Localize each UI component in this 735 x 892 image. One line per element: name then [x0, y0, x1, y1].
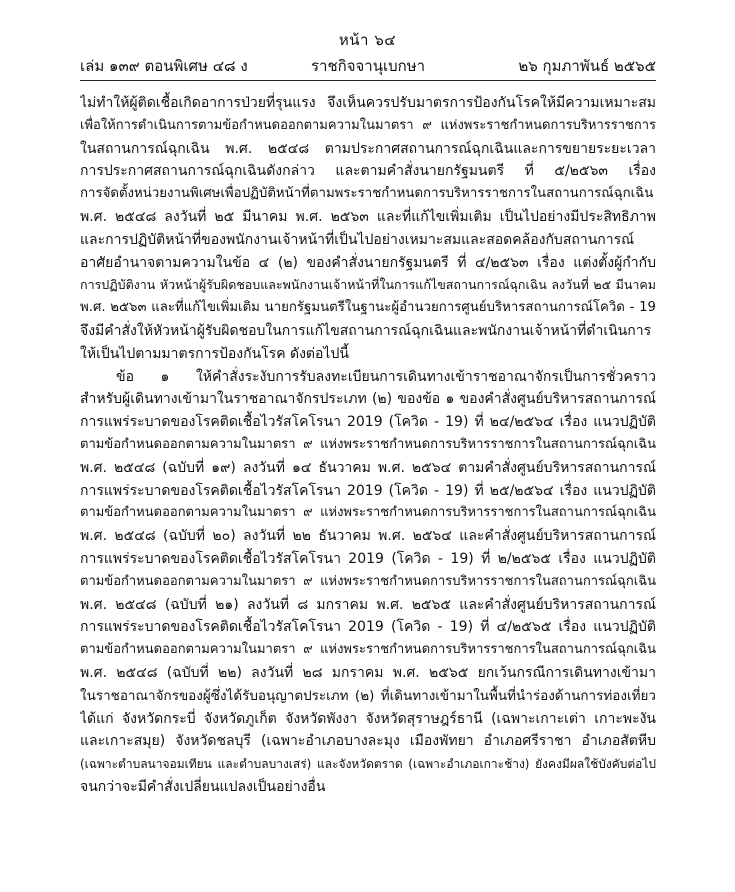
- text-line: การแพร่ระบาดของโรคติดเชื้อไวรัสโคโรนา 2019 (โควิด - 19) ที่ ๒๔/๒๕๖๔ เรื่อง แนวปฏิบัติ: [80, 414, 656, 431]
- text-line: ได้แก่ จังหวัดกระบี่ จังหวัดภูเก็ต จังหวัดพังงา จังหวัดสุราษฎร์ธานี (เฉพาะเกาะเต่า เกาะพะงัน: [80, 710, 656, 727]
- page-number: หน้า ๖๔: [338, 31, 397, 49]
- text-line: สำหรับผู้เดินทางเข้ามาในราชอาณาจักรประเภท (๒) ของข้อ ๑ ของคำสั่งศูนย์บริหารสถานการณ์: [80, 391, 656, 408]
- text-line: และการปฏิบัติหน้าที่ของพนักงานเจ้าหน้าที่เป็นไปอย่างเหมาะสมและสอดคล้องกับสถานการณ์: [80, 231, 635, 248]
- header-date: ๒๖ กุมภาพันธ์ ๒๕๖๕: [518, 57, 656, 75]
- header-rule: [80, 80, 656, 81]
- document-body: [80, 92, 656, 799]
- text-line: อาศัยอำนาจตามความในข้อ ๔ (๒) ของคำสั่งนายกรัฐมนตรี ที่ ๔/๒๕๖๓ เรื่อง แต่งตั้งผู้กำกับ: [80, 254, 656, 271]
- text-line: ตามข้อกำหนดออกตามความในมาตรา ๙ แห่งพระราชกำหนดการบริหารราชการในสถานการณ์ฉุกเฉิน: [80, 505, 656, 521]
- text-line: ตามข้อกำหนดออกตามความในมาตรา ๙ แห่งพระราชกำหนดการบริหารราชการในสถานการณ์ฉุกเฉิน: [80, 573, 656, 589]
- text-line: การแพร่ระบาดของโรคติดเชื้อไวรัสโคโรนา 2019 (โควิด - 19) ที่ ๒๕/๒๕๖๔ เรื่อง แนวปฏิบัติ: [80, 482, 656, 499]
- paragraph-clause-1: [80, 366, 656, 799]
- gazette-header: [80, 56, 656, 78]
- text-line: พ.ศ. ๒๕๖๓ และที่แก้ไขเพิ่มเติม นายกรัฐมนตรีในฐานะผู้อำนวยการศูนย์บริหารสถานการณ์โควิด - 19: [80, 300, 656, 316]
- text-line: ไม่ทำให้ผู้ติดเชื้อเกิดอาการป่วยที่รุนแรง จึงเห็นควรปรับมาตรการป้องกันโรคให้มีความเหมาะสม: [80, 95, 656, 111]
- text-line: ตามข้อกำหนดออกตามความในมาตรา ๙ แห่งพระราชกำหนดการบริหารราชการในสถานการณ์ฉุกเฉิน: [80, 642, 656, 658]
- clause-1-heading-line: ข้อ ๑ ให้คำสั่งระงับการรับลงทะเบียนการเดินทางเข้าราชอาณาจักรเป็นการชั่วคราว: [116, 368, 656, 385]
- text-line: การประกาศสถานการณ์ฉุกเฉินดังกล่าว และตามคำสั่งนายกรัฐมนตรี ที่ ๕/๒๕๖๓ เรื่อง: [80, 163, 656, 180]
- text-line: เพื่อให้การดำเนินการตามข้อกำหนดออกตามความในมาตรา ๙ แห่งพระราชกำหนดการบริหารราชการ: [80, 117, 656, 133]
- text-line: พ.ศ. ๒๕๔๘ (ฉบับที่ ๑๙) ลงวันที่ ๑๔ ธันวาคม พ.ศ. ๒๕๖๔ ตามคำสั่งศูนย์บริหารสถานการณ์: [80, 459, 656, 476]
- text-line: และเกาะสมุย) จังหวัดชลบุรี (เฉพาะอำเภอบางละมุง เมืองพัทยา อำเภอศรีราชา อำเภอสัตหีบ: [80, 733, 656, 750]
- text-line: (เฉพาะตำบลนาจอมเทียน และตำบลบางเสร่) และจังหวัดตราด (เฉพาะอำเภอเกาะช้าง) ยังคงมีผลใช้บังคับต่อไป: [80, 757, 656, 772]
- text-line: ให้เป็นไปตามมาตรการป้องกันโรค ดังต่อไปนี้: [80, 345, 349, 362]
- text-line: การจัดตั้งหน่วยงานพิเศษเพื่อปฏิบัติหน้าที่ตามพระราชกำหนดการบริหารราชการในสถานการณ์ฉุกเฉิน: [80, 186, 654, 202]
- text-line: ในราชอาณาจักรของผู้ซึ่งได้รับอนุญาตประเภท (๒) ที่เดินทางเข้ามาในพื้นที่นำร่องด้านการท่องเที่ยว: [80, 687, 656, 704]
- text-line: พ.ศ. ๒๕๔๘ (ฉบับที่ ๒๐) ลงวันที่ ๒๒ ธันวาคม พ.ศ. ๒๕๖๔ และคำสั่งศูนย์บริหารสถานการณ์: [80, 528, 656, 545]
- paragraph-preamble: [80, 92, 656, 366]
- text-line: พ.ศ. ๒๕๔๘ ลงวันที่ ๒๕ มีนาคม พ.ศ. ๒๕๖๓ และที่แก้ไขเพิ่มเติม เป็นไปอย่างมีประสิทธิภาพ: [80, 208, 656, 225]
- header-volume-issue: เล่ม ๑๓๙ ตอนพิเศษ ๔๘ ง: [80, 57, 248, 75]
- text-line: ตามข้อกำหนดออกตามความในมาตรา ๙ แห่งพระราชกำหนดการบริหารราชการในสถานการณ์ฉุกเฉิน: [80, 436, 656, 452]
- text-line: การปฏิบัติงาน หัวหน้าผู้รับผิดชอบและพนักงานเจ้าหน้าที่ในการแก้ไขสถานการณ์ฉุกเฉิน ลงวันที่ ๒๕ มีนาคม: [80, 277, 656, 293]
- text-line: ในสถานการณ์ฉุกเฉิน พ.ศ. ๒๕๔๘ ตามประกาศสถานการณ์ฉุกเฉินและการขยายระยะเวลา: [80, 140, 656, 157]
- text-line: จนกว่าจะมีคำสั่งเปลี่ยนแปลงเป็นอย่างอื่น: [80, 778, 326, 795]
- text-line: การแพร่ระบาดของโรคติดเชื้อไวรัสโคโรนา 2019 (โควิด - 19) ที่ ๒/๒๕๖๕ เรื่อง แนวปฏิบัติ: [80, 550, 656, 567]
- text-line: พ.ศ. ๒๕๔๘ (ฉบับที่ ๒๒) ลงวันที่ ๒๘ มกราคม พ.ศ. ๒๕๖๕ ยกเว้นกรณีการเดินทางเข้ามา: [80, 664, 656, 681]
- header-publication-title: ราชกิจจานุเบกษา: [310, 57, 426, 75]
- text-line: การแพร่ระบาดของโรคติดเชื้อไวรัสโคโรนา 2019 (โควิด - 19) ที่ ๔/๒๕๖๕ เรื่อง แนวปฏิบัติ: [80, 619, 656, 636]
- text-line: จึงมีคำสั่งให้หัวหน้าผู้รับผิดชอบในการแก้ไขสถานการณ์ฉุกเฉินและพนักงานเจ้าหน้าที่ดำเนินการ: [80, 322, 652, 339]
- text-line: พ.ศ. ๒๕๔๘ (ฉบับที่ ๒๑) ลงวันที่ ๘ มกราคม พ.ศ. ๒๕๖๕ และคำสั่งศูนย์บริหารสถานการณ์: [80, 596, 656, 613]
